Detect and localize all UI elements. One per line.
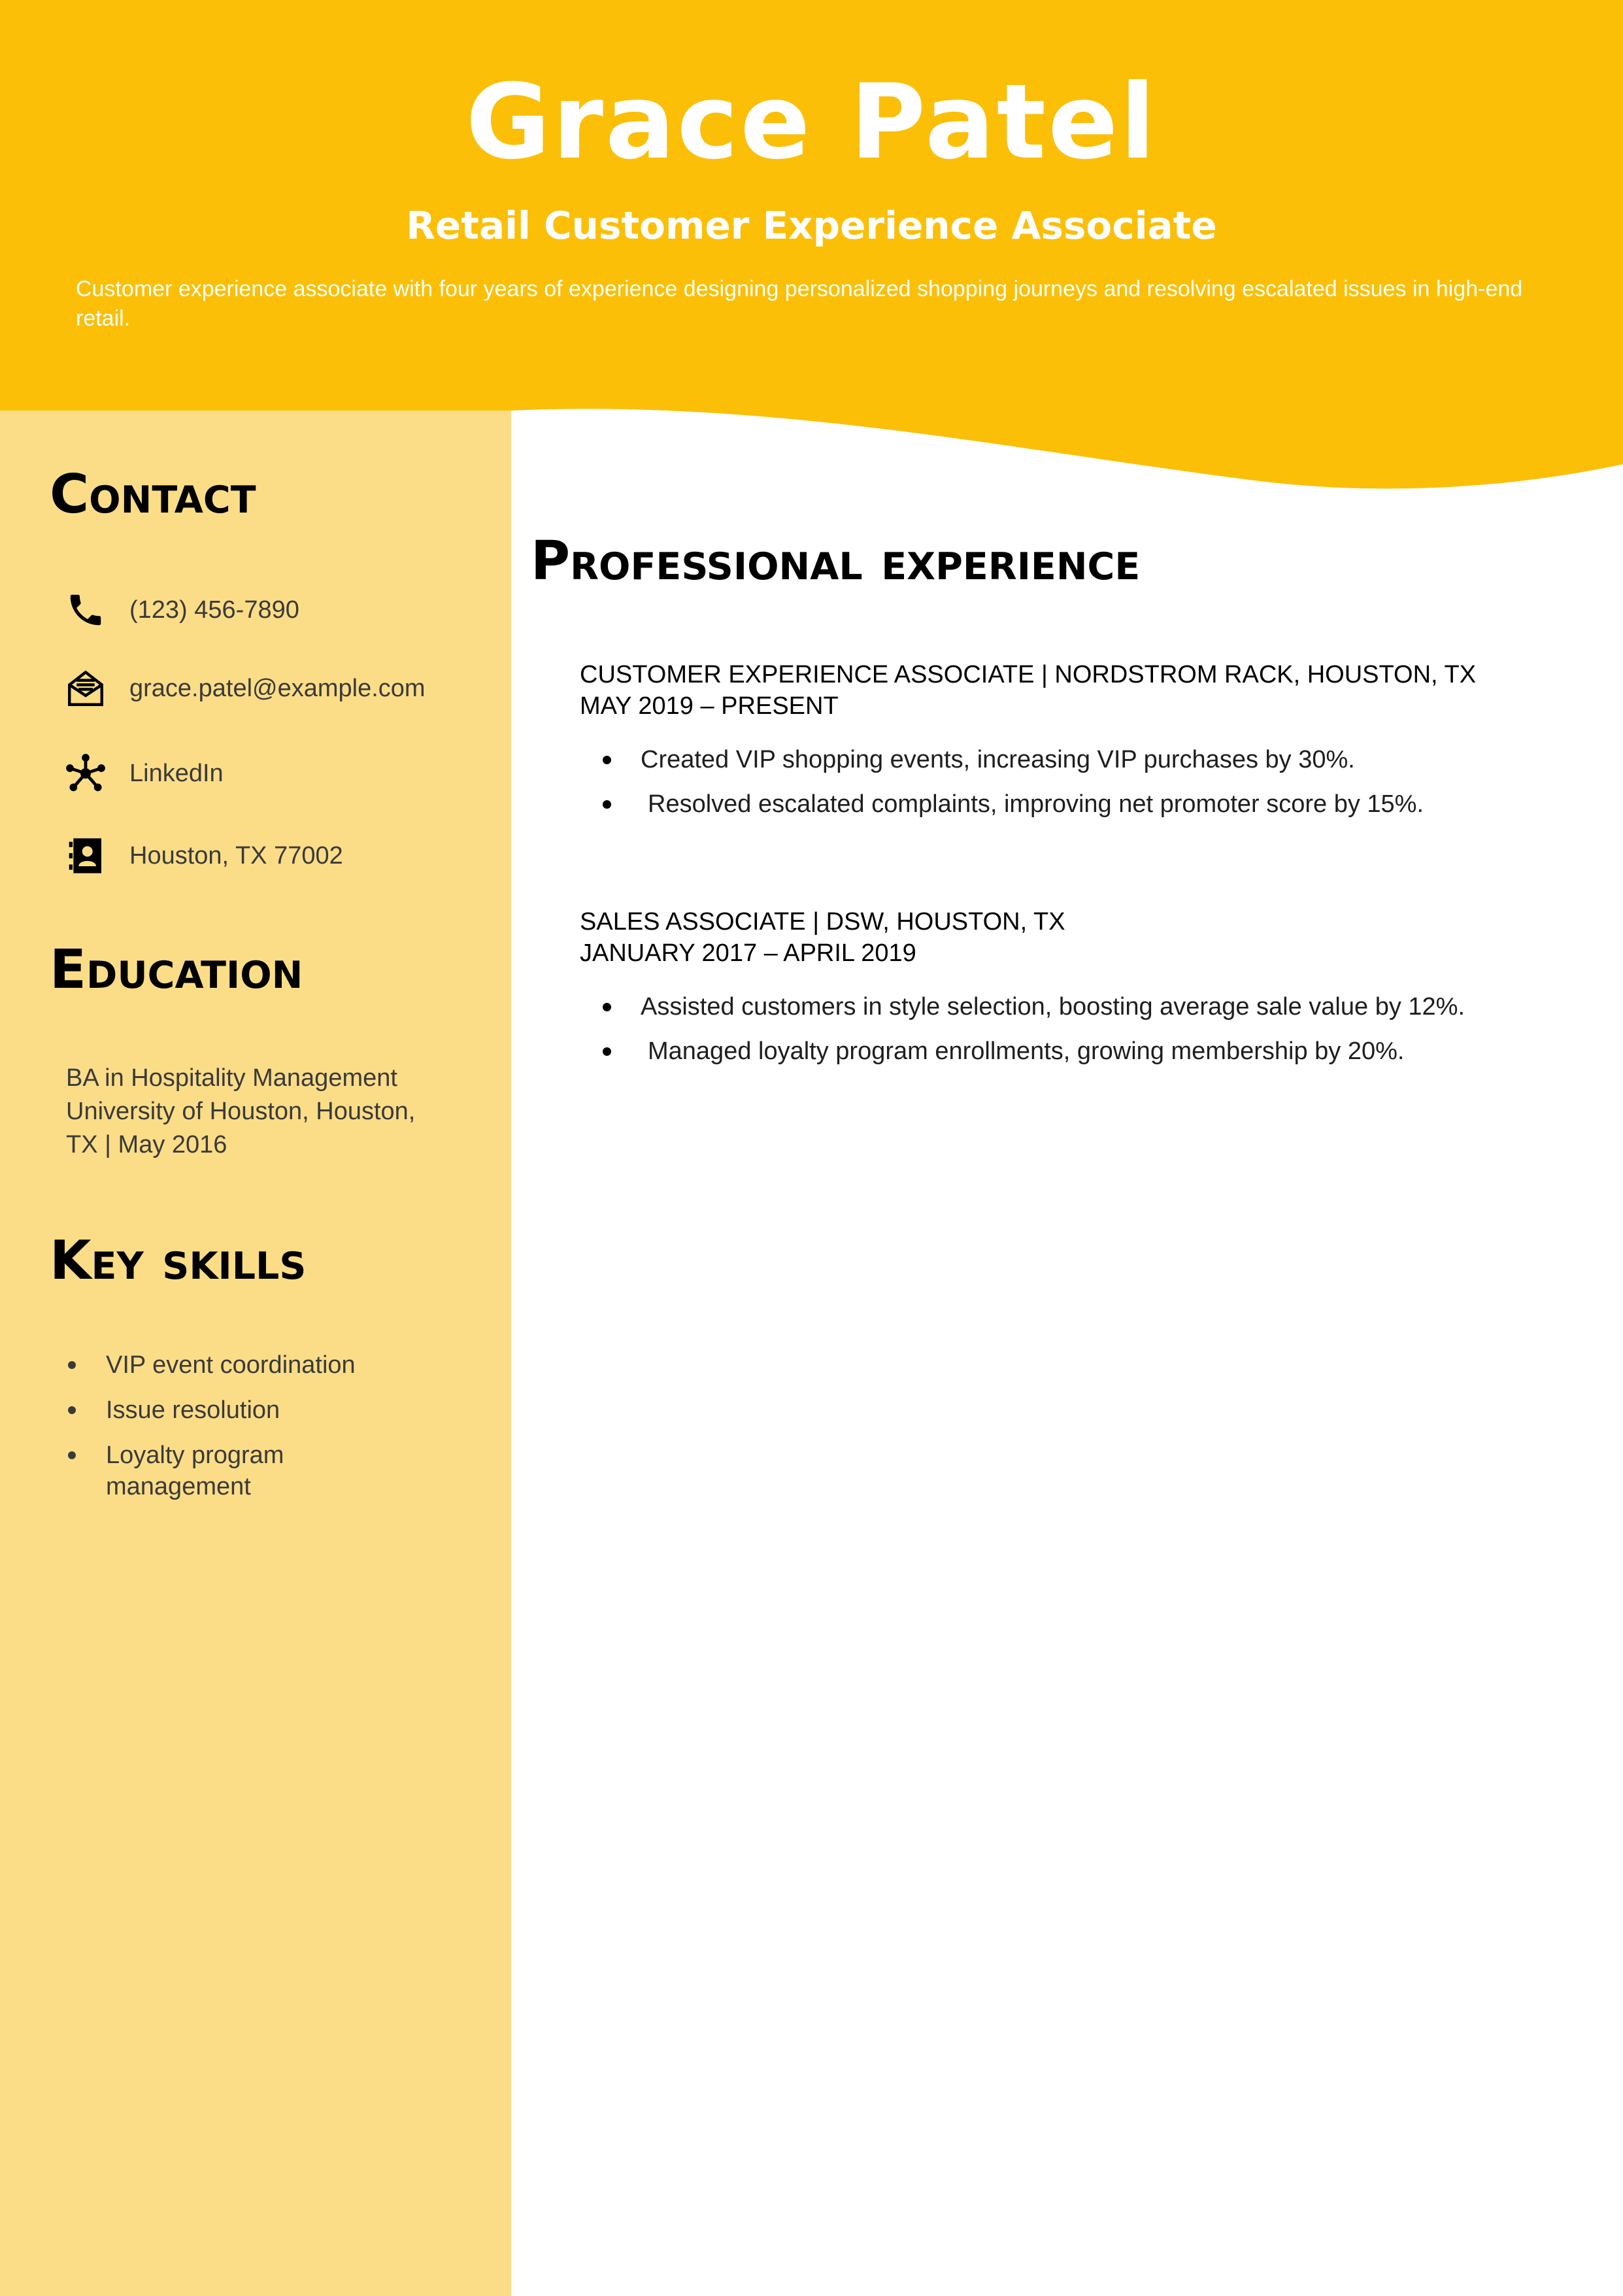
skills-heading: Key skills (50, 1230, 307, 1292)
candidate-name: Grace Patel (465, 62, 1158, 182)
skill-item: Loyalty program management (63, 1440, 354, 1502)
linkedin-text: LinkedIn (129, 759, 224, 787)
address-book-icon (63, 833, 109, 879)
email-text: grace.patel@example.com (129, 674, 426, 702)
education-school: University of Houston, Houston, (66, 1098, 416, 1125)
job-bullet: Managed loyalty program enrollments, growing membership by 20%. (580, 1036, 1560, 1067)
contact-email[interactable] (63, 666, 426, 711)
job-bullet: Assisted customers in style selection, boosting average sale value by 12%. (580, 991, 1560, 1022)
education-entry (66, 1062, 458, 1162)
network-icon (63, 751, 109, 796)
experience-heading: Professional experience (531, 530, 1141, 592)
education-degree: BA in Hospitality Management (66, 1064, 397, 1092)
job-bullets (580, 744, 1560, 820)
profile-summary: Customer experience associate with four years of experience designing personalized shopping journeys and resolving escalated issues in high-end retail. (76, 277, 1523, 331)
education-location-date: TX | May 2016 (66, 1131, 227, 1158)
skill-item: Issue resolution (63, 1394, 468, 1426)
contact-phone[interactable] (63, 587, 299, 633)
job-bullet: Resolved escalated complaints, improving net promoter score by 15%. (580, 788, 1560, 820)
candidate-role: Retail Customer Experience Associate (406, 203, 1217, 248)
contact-linkedin[interactable] (63, 751, 224, 796)
phone-icon (63, 587, 109, 633)
job-title: CUSTOMER EXPERIENCE ASSOCIATE | NORDSTROM RACK, HOUSTON, TX (580, 661, 1477, 688)
contact-address[interactable] (63, 833, 343, 879)
envelope-icon (63, 666, 109, 711)
job-entry (580, 906, 1560, 1080)
job-dates: MAY 2019 – PRESENT (580, 692, 839, 720)
phone-text: (123) 456-7890 (129, 596, 299, 624)
job-bullet: Created VIP shopping events, increasing VIP purchases by 30%. (580, 744, 1560, 775)
address-text: Houston, TX 77002 (129, 841, 343, 869)
education-heading: Education (50, 939, 303, 1001)
job-title: SALES ASSOCIATE | DSW, HOUSTON, TX (580, 908, 1065, 936)
job-dates: JANUARY 2017 – APRIL 2019 (580, 939, 916, 967)
skill-item: VIP event coordination (63, 1349, 468, 1381)
job-bullets (580, 991, 1560, 1067)
job-entry (580, 659, 1560, 833)
contact-heading: Contact (50, 464, 256, 526)
skills-list (63, 1349, 468, 1516)
